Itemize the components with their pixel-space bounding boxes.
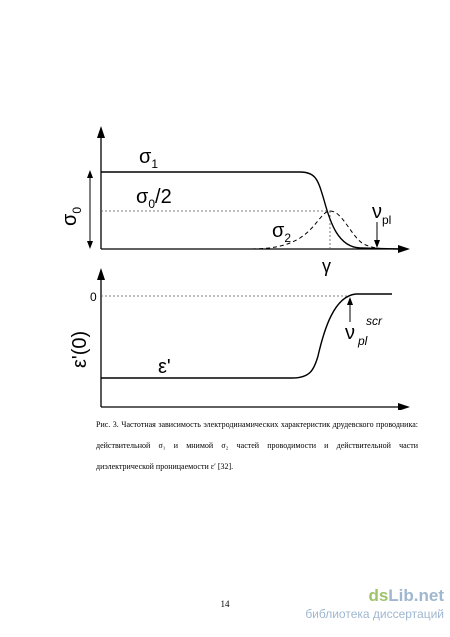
bottom-y-axis-arrow: [97, 268, 105, 280]
watermark-subtitle: библиотека диссертаций: [305, 607, 444, 621]
sigma0-arrow-top: [87, 170, 93, 178]
nu-scr-sup: scr: [366, 314, 382, 328]
sigma0-half-label: $\sigma_0/2$: [136, 186, 172, 211]
sigma0-axis-label: $\sigma_0$: [59, 206, 84, 226]
sigma1-curve: [101, 172, 400, 249]
sigma2-label: $\sigma_2$: [272, 220, 292, 245]
epsilon0-axis-label: ε'(0): [69, 330, 91, 368]
sigma1-label: $\sigma_1$: [139, 146, 159, 171]
page-number: 14: [220, 599, 230, 609]
bottom-x-axis-arrow: [398, 403, 410, 410]
nu-pl-label: $\nu_{pl}$: [372, 201, 392, 227]
sigma0-arrow-bottom: [87, 241, 93, 249]
zero-label: 0: [90, 290, 97, 304]
epsilon-curve-label: ε': [158, 356, 171, 378]
top-y-axis-arrow: [97, 126, 105, 138]
figure-caption: Рис. 3. Частотная зависимость электродинамических характеристик друдевского проводника: действительной σ₁ и мнимой σ₂ частей проводимости и действительной части диэлектрической проницаемости ε′ [32].: [96, 420, 418, 471]
nu-scr-arrow-head: [347, 297, 353, 305]
nu-scr-label: ν: [345, 322, 355, 344]
gamma-label: γ: [322, 256, 331, 276]
watermark-logo: dsLib.net: [368, 586, 444, 605]
nu-pl-arrow-head: [374, 240, 380, 248]
nu-scr-sub: pl: [358, 334, 368, 348]
